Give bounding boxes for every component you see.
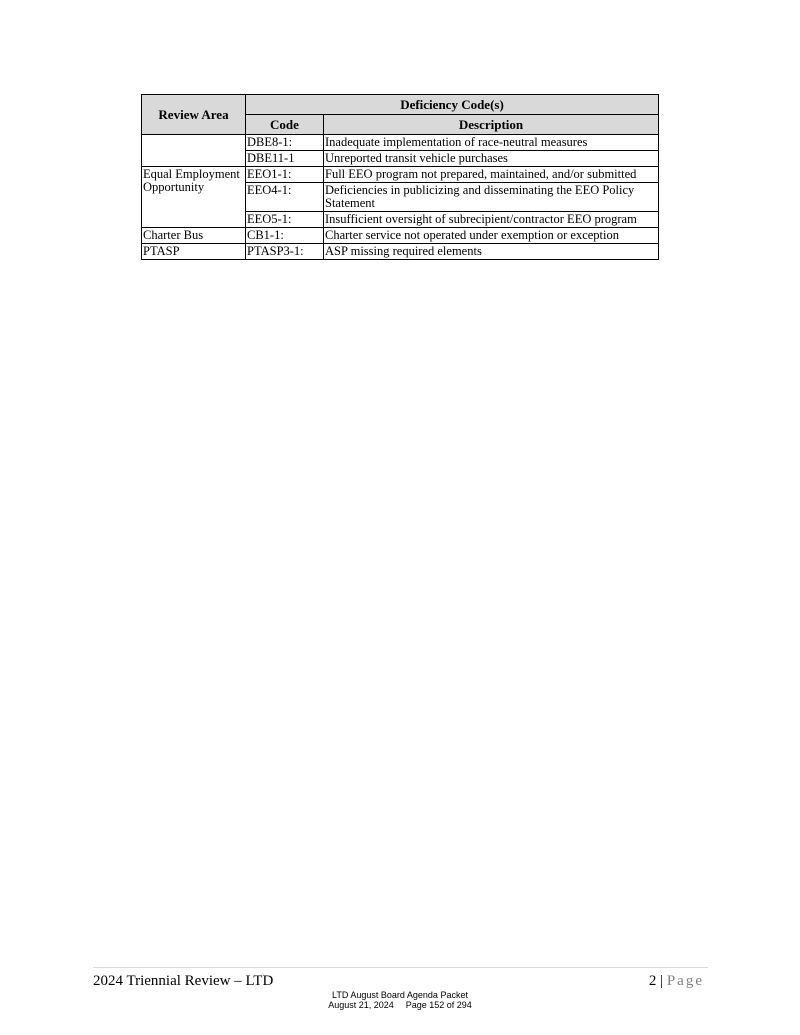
description-header: Description [324, 115, 659, 135]
description-cell: ASP missing required elements [324, 244, 659, 260]
packet-date-page [0, 1000, 800, 1010]
review-area-cell: Charter Bus [142, 228, 246, 244]
page-number: 2 [648, 973, 657, 989]
page-word: Page [666, 973, 704, 989]
table-row [142, 244, 659, 260]
footer-divider [93, 967, 708, 968]
footer-title: 2024 Triennial Review – LTD [93, 973, 274, 989]
table-row [142, 167, 659, 183]
code-header: Code [246, 115, 324, 135]
packet-date: August 21, 2024 [328, 1000, 394, 1010]
review-area-cell: Equal Employment Opportunity [142, 167, 246, 228]
code-cell: EEO5-1: [246, 212, 324, 228]
description-cell: Insufficient oversight of subrecipient/contractor EEO program [324, 212, 659, 228]
table-row [142, 135, 659, 151]
code-cell: DBE8-1: [246, 135, 324, 151]
review-area-cell: PTASP [142, 244, 246, 260]
code-cell: PTASP3-1: [246, 244, 324, 260]
description-cell: Charter service not operated under exemption or exception [324, 228, 659, 244]
packet-title: LTD August Board Agenda Packet [332, 990, 468, 1000]
code-cell: DBE11-1 [246, 151, 324, 167]
packet-page: Page 152 of 294 [405, 1000, 472, 1010]
review-area-cell [142, 135, 246, 167]
deficiency-codes-header: Deficiency Code(s) [246, 95, 659, 115]
footer-page-number [649, 973, 704, 989]
description-cell: Unreported transit vehicle purchases [324, 151, 659, 167]
description-cell: Inadequate implementation of race-neutral measures [324, 135, 659, 151]
table-row [142, 228, 659, 244]
packet-info [0, 990, 800, 1010]
code-cell: EEO1-1: [246, 167, 324, 183]
review-area-header: Review Area [142, 95, 246, 135]
table-header-row [142, 95, 659, 115]
code-cell: CB1-1: [246, 228, 324, 244]
description-cell: Deficiencies in publicizing and disseminating the EEO Policy Statement [324, 183, 659, 212]
deficiency-table [141, 94, 659, 260]
description-cell: Full EEO program not prepared, maintained, and/or submitted [324, 167, 659, 183]
code-cell: EEO4-1: [246, 183, 324, 212]
page-separator: | [660, 973, 664, 989]
